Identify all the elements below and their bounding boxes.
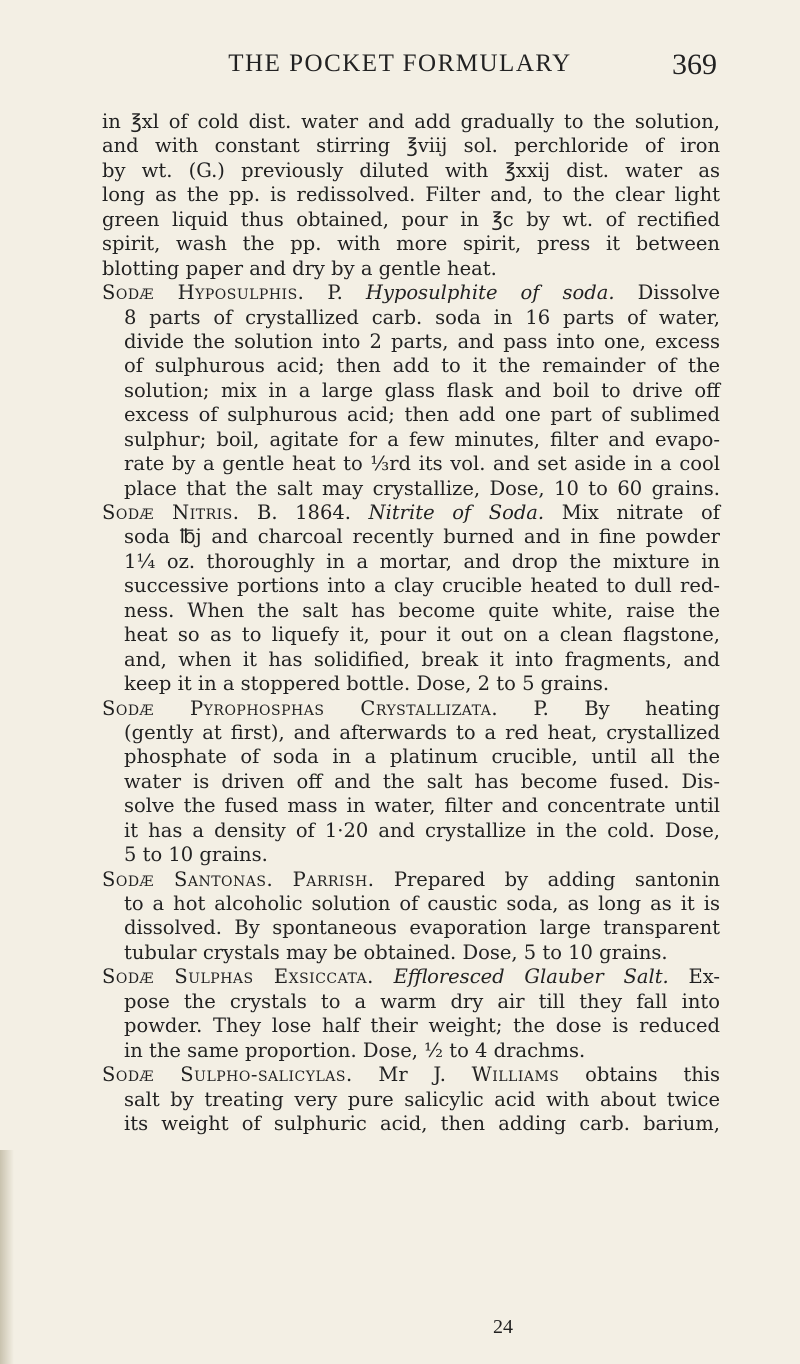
text-line: rate by a gentle heat to ⅓rd its vol. and set aside in a cool — [124, 452, 720, 476]
text-run — [374, 965, 394, 988]
text-line: in the same proportion. Dose, ½ to 4 drachms. — [124, 1038, 586, 1062]
text-line: long as the pp. is redissolved. Filter and, to the clear light — [102, 183, 720, 207]
entry-title: Sodæ Sulpho-salicylas. — [102, 1063, 353, 1087]
text-line: salt by treating very pure salicylic acid with about twice — [124, 1087, 720, 1111]
body-text — [102, 110, 720, 1136]
text-line: place that the salt may crystallize, Dose, 10 to 60 grains. — [124, 476, 720, 500]
entry-heading-line — [102, 1063, 720, 1087]
text-run: Ex- — [668, 965, 721, 989]
text-line: blotting paper and dry by a gentle heat. — [102, 256, 497, 280]
text-line: powder. They lose half their weight; the dose is reduced — [124, 1014, 720, 1038]
text-run: Prepared by adding santonin — [374, 867, 720, 891]
text-line: ness. When the salt has become quite white, raise the — [124, 598, 720, 622]
text-run — [273, 868, 292, 891]
text-run: Dissolve — [614, 281, 721, 305]
text-line: and with constant stirring ℥viij sol. perchloride of iron — [102, 134, 720, 158]
text-line: (gently at first), and afterwards to a red heat, crystallized — [124, 720, 720, 744]
text-line: water is driven off and the salt has become fused. Dis- — [124, 769, 720, 793]
text-line: pose the crystals to a warm dry air till they fall into — [124, 989, 720, 1013]
entry-heading-line — [102, 965, 720, 989]
text-line: of sulphurous acid; then add to it the remainder of the — [124, 354, 720, 378]
text-line: 5 to 10 grains. — [124, 843, 268, 867]
page-number: 369 — [672, 48, 717, 81]
entry-heading-line — [102, 501, 720, 525]
entry-subtitle: Nitrite of Soda. — [368, 501, 545, 524]
entry-title: Sodæ Nitris. — [102, 501, 240, 524]
text-line: and, when it has solidified, break it into fragments, and — [124, 647, 720, 671]
text-line: its weight of sulphuric acid, then adding carb. barium, — [124, 1111, 720, 1135]
text-line: green liquid thus obtained, pour in ℥c by wt. of rectified — [102, 207, 720, 231]
entry-subtitle: Effloresced Glauber Salt. — [393, 965, 669, 989]
text-run: P. By heating — [498, 696, 720, 720]
text-line: keep it in a stoppered bottle. Dose, 2 to 5 grains. — [124, 672, 610, 696]
entry-title: Sodæ Sulphas Exsiccata. — [102, 965, 374, 989]
text-line: it has a density of 1·20 and crystallize in the cold. Dose, — [124, 818, 720, 842]
text-run: B. 1864. — [239, 501, 369, 524]
text-line: 8 parts of crystallized carb. soda in 16 parts of water, — [124, 305, 720, 329]
entry-heading-line — [102, 697, 720, 721]
running-head: THE POCKET FORMULARY — [228, 50, 572, 77]
text-line: to a hot alcoholic solution of caustic soda, as long as it is — [124, 892, 720, 915]
text-line: soda ℔j and charcoal recently burned and in fine powder — [124, 525, 720, 549]
text-line: 1¼ oz. thoroughly in a mortar, and drop the mixture in — [124, 549, 720, 573]
text-line: in ℥xl of cold dist. water and add gradually to the solution, — [102, 110, 720, 133]
text-run: Mr J. — [352, 1063, 472, 1087]
entry-title: Parrish. — [292, 867, 375, 891]
text-line: by wt. (G.) previously diluted with ℥xxij dist. water as — [102, 158, 720, 182]
text-line: divide the solution into 2 parts, and pass into one, excess — [124, 329, 720, 353]
text-line: dissolved. By spontaneous evaporation large transparent — [124, 916, 720, 940]
page-edge-shadow — [0, 1150, 14, 1364]
page-header — [0, 48, 800, 88]
entry-title: Williams — [471, 1063, 560, 1087]
text-line: excess of sulphurous acid; then add one part of sublimed — [124, 403, 720, 427]
text-line: tubular crystals may be obtained. Dose, 5 to 10 grains. — [124, 940, 668, 964]
entry-title: Sodæ Pyrophosphas Crystallizata. — [102, 696, 499, 720]
entry-title: Sodæ Santonas. — [102, 867, 274, 891]
text-line: solve the fused mass in water, filter and concentrate until — [124, 794, 720, 818]
entry-title: Sodæ Hyposulphis. — [102, 281, 305, 305]
text-line: solution; mix in a large glass flask and boil to drive off — [124, 378, 720, 402]
text-line: sulphur; boil, agitate for a few minutes, filter and evapo- — [124, 427, 720, 451]
text-line: phosphate of soda in a platinum crucible, until all the — [124, 745, 720, 769]
text-run: Mix nitrate of — [544, 501, 720, 524]
text-run: obtains this — [559, 1063, 720, 1087]
text-run: P. — [304, 281, 366, 305]
entry-heading-line — [102, 868, 720, 892]
signature-mark: 24 — [493, 1316, 513, 1338]
text-line: spirit, wash the pp. with more spirit, press it between — [102, 232, 720, 256]
text-line: heat so as to liquefy it, pour it out on a clean flagstone, — [124, 623, 720, 647]
entry-heading-line — [102, 281, 720, 305]
entry-subtitle: Hyposulphite of soda. — [365, 281, 615, 305]
text-line: successive portions into a clay crucible heated to dull red- — [124, 574, 720, 598]
